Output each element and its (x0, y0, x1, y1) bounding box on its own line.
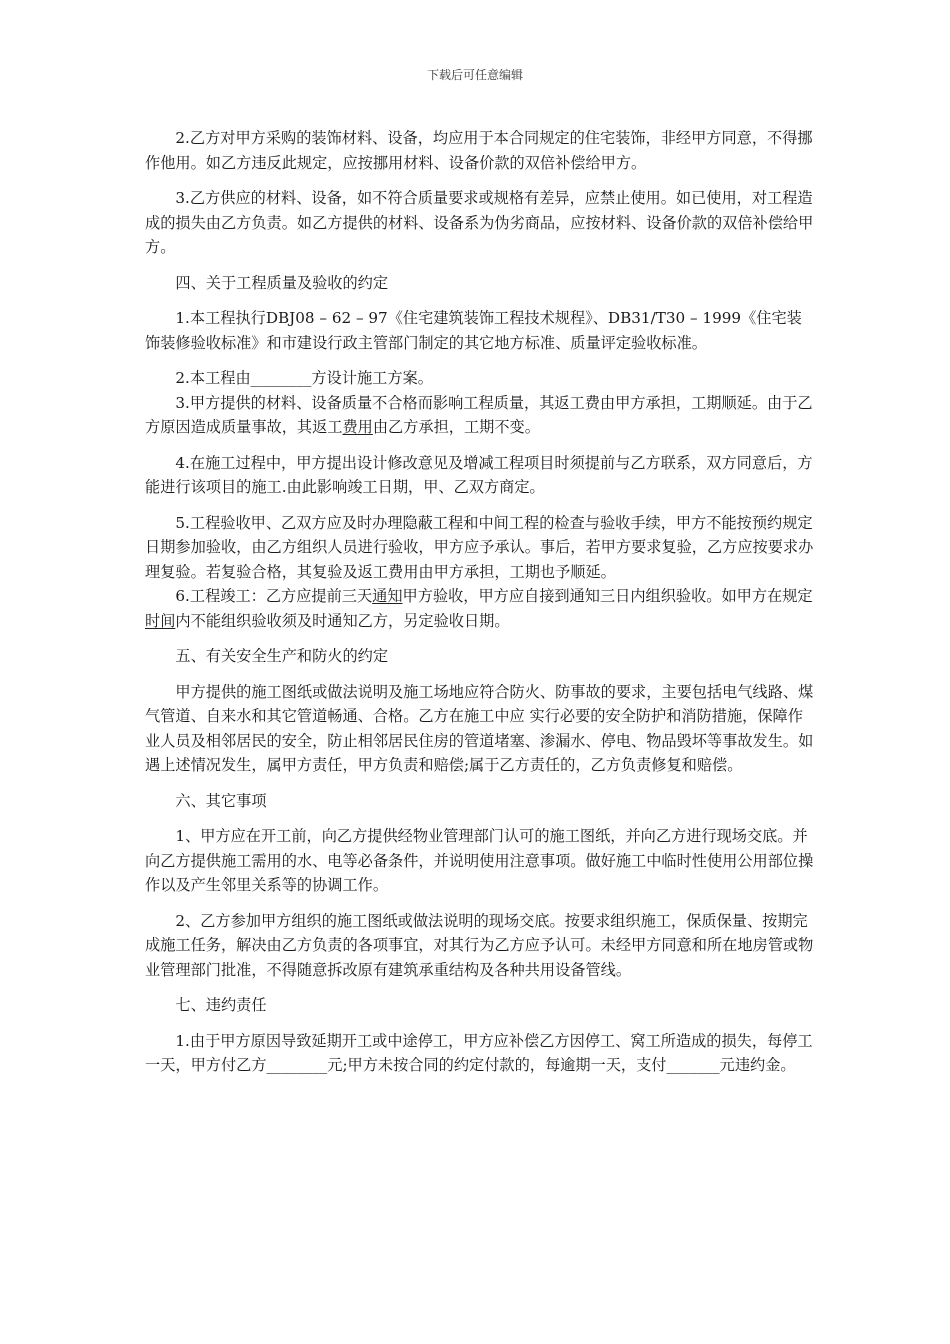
page-header: 下载后可任意编辑 (426, 68, 523, 82)
document-body (145, 126, 815, 1089)
paragraph-3-2: 2.乙方对甲方采购的装饰材料、设备，均应用于本合同规定的住宅装饰，非经甲方同意，不得挪作他用。如乙方违反此规定，应按挪用材料、设备价款的双倍补偿给甲方。 (145, 129, 813, 172)
paragraph-4-6-part-a: 6.工程竣工：乙方应提前三天 (175, 587, 373, 605)
paragraph-4-4: 4.在施工过程中，甲方提出设计修改意见及增减工程项目时须提前与乙方联系，双方同意后，方能进行该项目的施工.由此影响竣工日期，甲、乙双方商定。 (145, 453, 813, 496)
paragraph-4-3-part-a: 3.甲方提供的材料、设备质量不合格而影响工程质量，其返工费由甲方承担，工期顺延。由于乙方原因造成质量事故，其返工 (145, 393, 813, 436)
link-notice[interactable]: 通知 (372, 587, 403, 605)
paragraph-4-5: 5.工程验收甲、乙双方应及时办理隐蔽工程和中间工程的检查与验收手续，甲方不能按预约规定日期参加验收，由乙方组织人员进行验收，甲方应予承认。事后，若甲方要求复验，乙方应按要求办理复验。若复验合格，其复验及返工费用由甲方承担，工期也予顺延。 (145, 513, 814, 581)
section-heading-6: 六、其它事项 (175, 791, 267, 810)
paragraph-3-3: 3.乙方供应的材料、设备，如不符合质量要求或规格有差异，应禁止使用。如已使用，对工程造成的损失由乙方负责。如乙方提供的材料、设备系为伪劣商品，应按材料、设备价款的双倍补偿给甲方。 (145, 189, 814, 256)
paragraph-4-2: 2.本工程由________方设计施工方案。 (175, 369, 433, 387)
paragraph-4-1: 1.本工程执行DBJ08 – 62 – 97《住宅建筑装饰工程技术规程》、DB31/T30 – 1999《住宅装饰装修验收标准》和市建设行政主管部门制定的其它地方标准、质量评定验收标准。 (145, 309, 802, 352)
paragraph-4-3-part-b: 由乙方承担，工期不变。 (372, 418, 540, 436)
paragraph-6-2: 2、乙方参加甲方组织的施工图纸或做法说明的现场交底。按要求组织施工，保质保量、按期完成施工任务，解决由乙方负责的各项事宜，对其行为乙方应予认可。未经甲方同意和所在地房管或物业管理部门批准，不得随意拆改原有建筑承重结构及各种共用设备管线。 (145, 911, 814, 979)
section-heading-4: 四、关于工程质量及验收的约定 (175, 273, 389, 292)
link-time[interactable]: 时间 (145, 611, 176, 630)
section-heading-5: 五、有关安全生产和防火的约定 (175, 647, 389, 665)
link-fee[interactable]: 费用 (342, 418, 373, 436)
section-heading-7: 七、违约责任 (175, 996, 267, 1014)
paragraph-4-6-part-c: 内不能组织验收须及时通知乙方，另定验收日期。 (175, 611, 510, 630)
paragraph-4-3 (145, 391, 815, 440)
paragraph-4-6 (145, 584, 815, 633)
paragraph-4-6-part-b: 甲方验收，甲方应自接到通知三日内组织验收。如甲方在规定 (402, 587, 813, 605)
paragraph-6-1: 1、甲方应在开工前，向乙方提供经物业管理部门认可的施工图纸，并向乙方进行现场交底。并向乙方提供施工需用的水、电等必备条件，并说明使用注意事项。做好施工中临时性使用公用部位操作以及产生邻里关系等的协调工作。 (145, 827, 814, 894)
paragraph-5-1: 甲方提供的施工图纸或做法说明及施工场地应符合防火、防事故的要求，主要包括电气线路、煤气管道、自来水和其它管道畅通、合格。乙方在施工中应 实行必要的安全防护和消防措施，保障作业人员及相邻居民的安全，防止相邻居民住房的管道堵塞、渗漏水、停电、物品毁坏等事故发生。如遇上述情况发生，属甲方责任，甲方负责和赔偿;属于乙方责任的，乙方负责修复和赔偿。 (145, 682, 814, 774)
paragraph-7-1: 1.由于甲方原因导致延期开工或中途停工，甲方应补偿乙方因停工、窝工所造成的损失，每停工一天，甲方付乙方________元;甲方未按合同的约定付款的，每逾期一天，支付_______元违约金。 (145, 1031, 813, 1074)
